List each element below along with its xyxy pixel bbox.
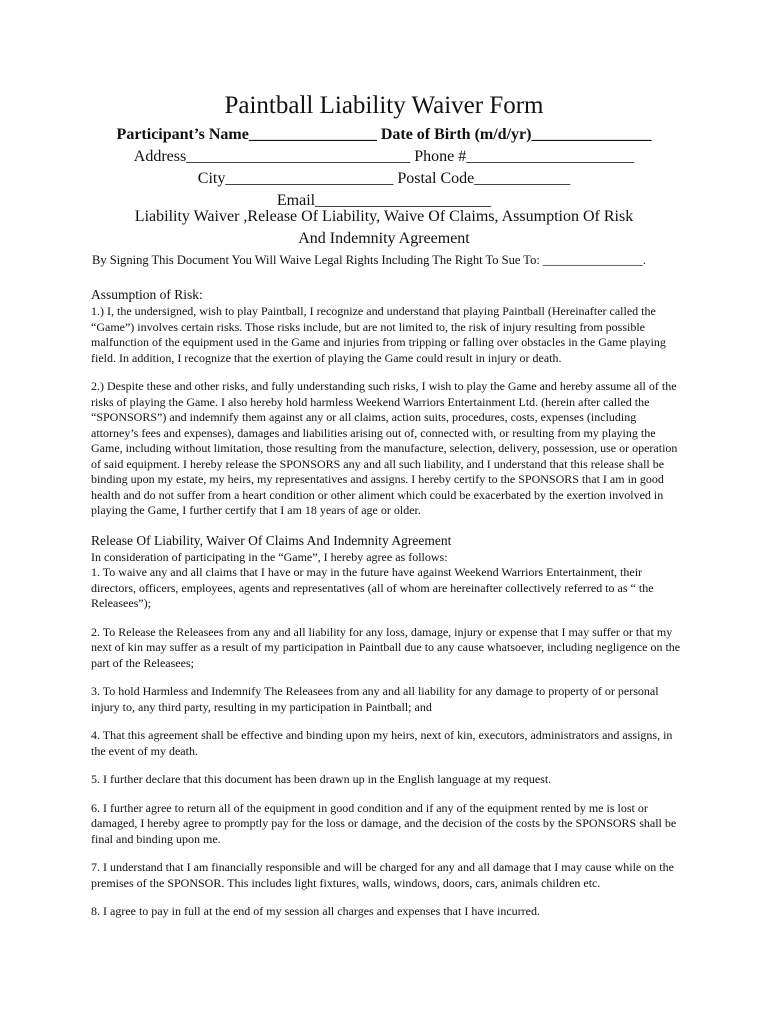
signing-notice: By Signing This Document You Will Waive Legal Rights Including The Right To Sue To: ________________. (92, 253, 647, 267)
email-line: Email______________________ (276, 192, 492, 209)
release-item: 8. I agree to pay in full at the end of my session all charges and expenses that I have incurred. (91, 904, 540, 918)
release-item: 6. I further agree to return all of the equipment in good condition and if any of the equipment rented by me is lost or damaged, I hereby agree to promptly pay for the loss or damage, and the decision of the costs by the SPONSORS shall be final and binding upon me. (91, 800, 677, 846)
form-title: Paintball Liability Waiver Form (224, 92, 544, 119)
address-phone-line: Address____________________________ Phone #_____________________ (133, 148, 635, 165)
city-postal-line: City_____________________ Postal Code____________ (197, 170, 571, 187)
release-intro: In consideration of participating in the “Game”, I hereby agree as follows: (91, 549, 448, 564)
assumption-paragraph-1: 1.) I, the undersigned, wish to play Paintball, I recognize and understand that playing Paintball (Hereinafter called the “Game”) involves certain risks. Those risks include, but are not limited to, the risk of injury resulting from possible malfunction of the equipment used in the Game and injuries from tripping or falling over obstacles in the Game playing field. In addition, I recognize that the exertion of playing the Game could result in injury or death. (91, 304, 666, 365)
release-item: 5. I further declare that this document has been drawn up in the English language at my request. (91, 772, 552, 786)
release-item: 1. To waive any and all claims that I have or may in the future have against Weekend Warriors Entertainment, their directors, officers, employees, agents and representatives (all of whom are hereinafter collectively referred to as “ the Releasees”); (91, 565, 654, 610)
agreement-subtitle (0, 206, 768, 250)
assumption-paragraph-2: 2.) Despite these and other risks, and fully understanding such risks, I wish to play the Game and hereby assume all of the risks of playing the Game. I also hereby hold harmless Weekend Warriors Entertainment Ltd. (herein after called the “SPONSORS”) and indemnify them against any or all claims, action suits, procedures, costs, expenses (including attorney’s fees and expenses), damages and liabilities arising out of, connected with, or resulting from my playing the Game, including without limitation, those resulting from the manufacture, selection, delivery, possession, use or operation of said equipment. I hereby release the SPONSORS any and all such liability, and I understand that this release shall be binding upon my estate, my heirs, my representatives and assigns. I hereby certify to the SPONSORS that I am in good health and do not suffer from a heart condition or other aliment which could be exacerbated by the exertion involved in playing the Game, I further certify that I am 18 years of age or older. (91, 379, 678, 517)
release-item: 4. That this agreement shall be effective and binding upon my heirs, next of kin, executors, administrators and assigns, in the event of my death. (91, 728, 673, 758)
waiver-body (91, 286, 681, 933)
name-dob-line: Participant’s Name________________ Date of Birth (m/d/yr)_______________ (116, 126, 652, 143)
subtitle-line-1: Liability Waiver ,Release Of Liability, Waive Of Claims, Assumption Of Risk (134, 208, 634, 225)
subtitle-line-2: And Indemnity Agreement (298, 230, 470, 247)
release-item: 2. To Release the Releasees from any and all liability for any loss, damage, injury or expense that I may suffer or that my next of kin may suffer as a result of my participation in Paintball due to any cause whatsoever, including negligence on the part of the Releasees; (91, 624, 681, 670)
release-item: 3. To hold Harmless and Indemnify The Releasees from any and all liability for any damage to property of or personal injury to, any third party, resulting in my participation in Paintball; and (91, 684, 659, 714)
release-heading: Release Of Liability, Waiver Of Claims And Indemnity Agreement (91, 532, 452, 548)
assumption-heading: Assumption of Risk: (91, 287, 203, 302)
release-item: 7. I understand that I am financially responsible and will be charged for any and all damage that I may cause while on the premises of the SPONSOR. This includes light fixtures, walls, windows, doors, cars, animals children etc. (91, 860, 674, 890)
participant-fields (0, 124, 768, 212)
